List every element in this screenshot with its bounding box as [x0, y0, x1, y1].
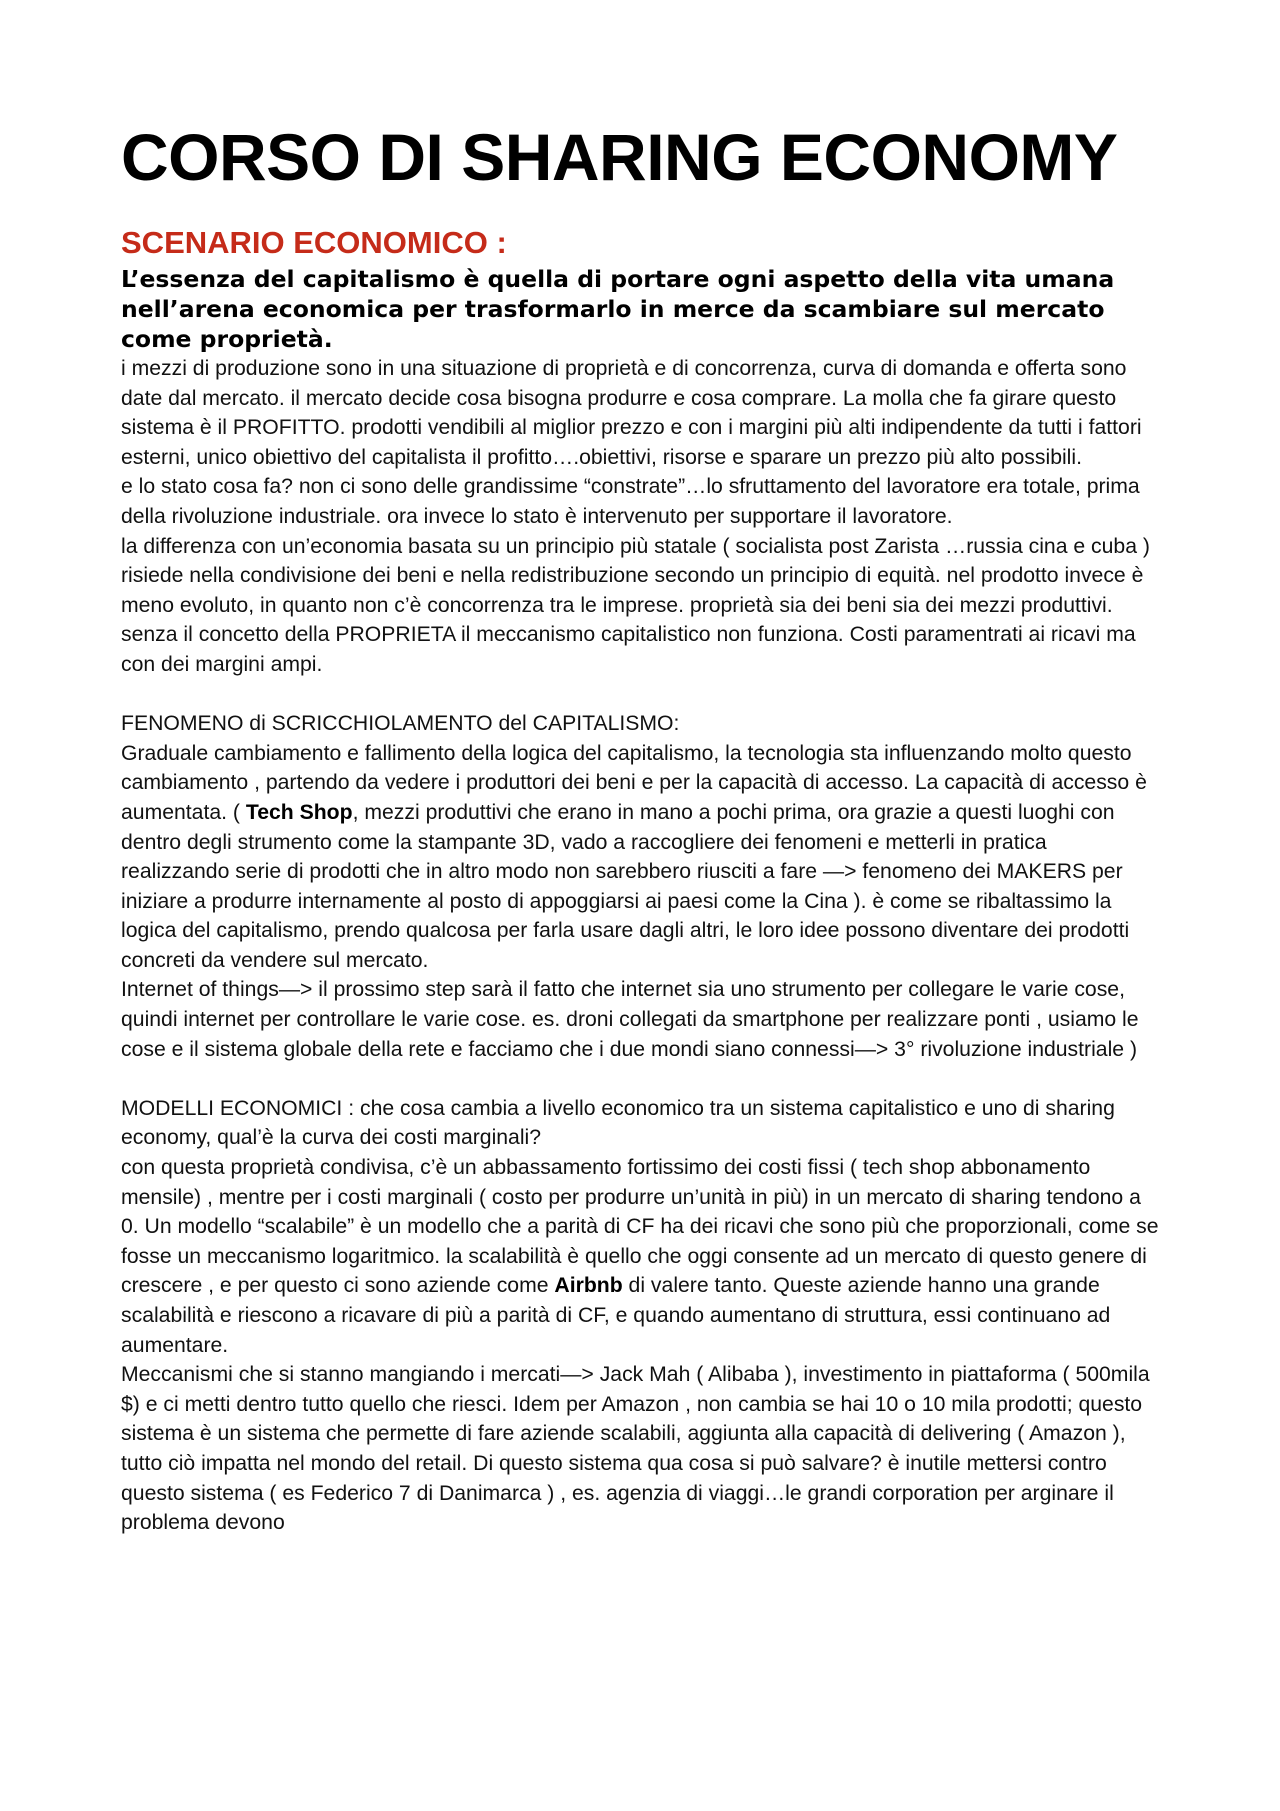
paragraph-internet-of-things: Internet of things—> il prossimo step sarà il fatto che internet sia uno strumento per collegare le varie cose, quindi internet per controllare le varie cose. es. droni collegati da smartphone per realizzare ponti , usiamo le cose e il sistema globale della rete e facciamo che i due mondi siano connessi—> 3° rivoluzione industriale ): [121, 978, 1139, 1061]
paragraph-mezzi-produzione: i mezzi di produzione sono in una situazione di proprietà e di concorrenza, curva di domanda e offerta sono date dal mercato. il mercato decide cosa bisogna produrre e cosa comprare. La molla che fa girare questo sistema è il PROFITTO. prodotti vendibili al miglior prezzo e con i margini più alti indipendente da tutti i fattori esterni, unico obiettivo del capitalista il profitto….obiettivi, risorse e sparare un prezzo più alto possibili.: [121, 357, 1142, 469]
paragraph-modelli-economici: MODELLI ECONOMICI : che cosa cambia a livello economico tra un sistema capitalistico e uno di sharing economy, qual’è la curva dei costi marginali?: [121, 1096, 1115, 1150]
text-run: di valere tanto. Queste aziende hanno una grande scalabilità e riescono a ricavare di più a parità di CF, e quando aumentano di struttura, essi continuano ad aumentare.: [121, 1274, 1111, 1357]
section-heading: SCENARIO ECONOMICO :: [121, 225, 507, 260]
text-run: , mezzi produttivi che erano in mano a pochi prima, ora grazie a questi luoghi con dentro degli strumento come la stampante 3D, vado a raccogliere dei fenomeni e metterli in pratica realizzando serie di prodotti che in altro modo non sarebbero riusciti a fare —> fenomeno dei MAKERS per iniziare a produrre internamente al posto di appoggiarsi ai paesi come la Cina ). è come se ribaltassimo la logica del capitalismo, prendo qualcosa per farla usare dagli altri, le loro idee possono diventare dei prodotti concreti da vendere sul mercato.: [121, 800, 1130, 972]
paragraph-fenomeno: [121, 739, 1160, 976]
text-run: con questa proprietà condivisa, c’è un abbassamento fortissimo dei costi fissi ( tech shop abbonamento mensile) , mentre per i costi marginali ( costo per produrre un’unità in più) in un mercato di sharing tendono a 0. Un modello “scalabile” è un modello che a parità di CF ha dei ricavi che sono più che proporzionali, come se fosse un meccanismo logaritmico. la scalabilità è quello che oggi consente ad un mercato di questo genere di crescere , e per questo ci sono aziende come: [121, 1156, 1159, 1298]
paragraph-stato: e lo stato cosa fa? non ci sono delle grandissime “constrate”…lo sfruttamento del lavoratore era totale, prima della rivoluzione industriale. ora invece lo stato è intervenuto per supportare il lavoratore.: [121, 475, 1140, 528]
bold-term-tech-shop: Tech Shop: [245, 800, 353, 824]
page-title: CORSO DI SHARING ECONOMY: [121, 120, 1118, 194]
paragraph-meccanismi: Meccanismi che si stanno mangiando i mercati—> Jack Mah ( Alibaba ), investimento in piattaforma ( 500mila $) e ci metti dentro tutto quello che riesci. Idem per Amazon , non cambia se hai 10 o 10 mila prodotti; questo sistema è un sistema che permette di fare aziende scalabili, aggiunta alla capacità di delivering ( Amazon ), tutto ciò impatta nel mondo del retail. Di questo sistema qua cosa si può salvare? è inutile mettersi contro questo sistema ( es Federico 7 di Danimarca ) , es. agenzia di viaggi…le grandi corporation per arginare il problema devono: [121, 1363, 1150, 1535]
fenomeno-heading: FENOMENO di SCRICCHIOLAMENTO del CAPITALISMO:: [121, 712, 680, 736]
bold-term-airbnb: Airbnb: [554, 1274, 623, 1298]
paragraph-proprieta-condivisa: [121, 1153, 1160, 1360]
paragraph-differenza: la differenza con un’economia basata su un principio più statale ( socialista post Zarista …russia cina e cuba ) risiede nella condivisione dei beni e nella redistribuzione secondo un principio di equità. nel prodotto invece è meno evoluto, in quanto non c’è concorrenza tra le imprese. proprietà sia dei beni sia dei mezzi produttivi. senza il concetto della PROPRIETA il meccanismo capitalistico non funziona. Costi paramentrati ai ricavi ma con dei margini ampi.: [121, 534, 1150, 676]
spacer: [121, 680, 1160, 710]
lead-statement: L’essenza del capitalismo è quella di portare ogni aspetto della vita umana nell’arena economica per trasformarlo in merce da scambiare sul mercato come proprietà.: [121, 265, 1115, 353]
text-run: Graduale cambiamento e fallimento della logica del capitalismo, la tecnologia sta influenzando molto questo cambiamento , partendo da vedere i produttori dei beni e per la capacità di accesso. La capacità di accesso è aumentata. (: [121, 741, 1147, 824]
spacer: [121, 1064, 1160, 1094]
